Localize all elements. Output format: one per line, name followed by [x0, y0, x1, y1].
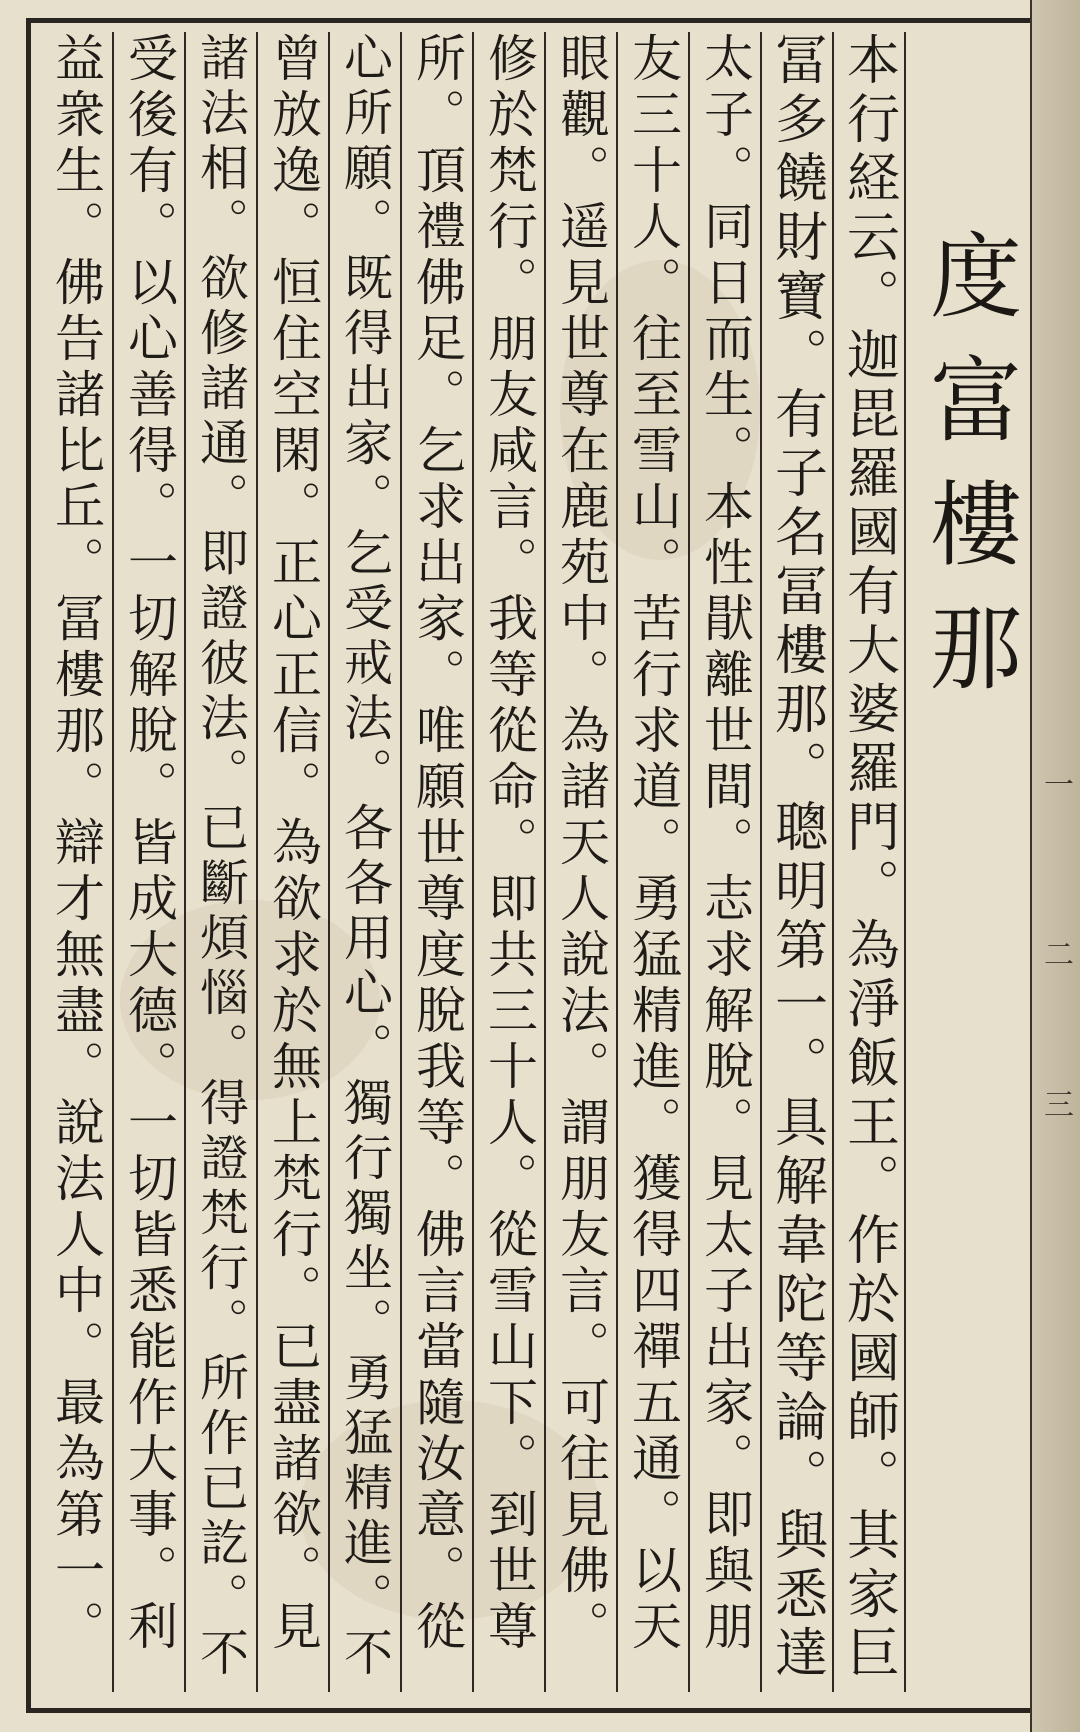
- title-column: [904, 32, 1032, 1692]
- edge-mark: 一: [1044, 768, 1074, 803]
- column-text: 受後有。以心善得。一切解脫。皆成大德。一切皆悉能作大事。利: [120, 32, 178, 1656]
- text-column-6: [474, 32, 546, 1692]
- column-text: 冨多饒財寶。有子名冨樓那。聰明第一。具解韋陀等論。與悉達: [766, 32, 828, 1684]
- text-column-8: [330, 32, 402, 1692]
- text-column-4: [618, 32, 690, 1692]
- column-text: 曾放逸。恒住空閑。正心正信。為欲求於無上梵行。已盡諸欲。見: [264, 32, 322, 1656]
- text-column-7: [402, 32, 474, 1692]
- column-text: 修於梵行。朋友咸言。我等從命。即共三十人。從雪山下。到世尊: [480, 32, 538, 1656]
- text-column-12: [40, 32, 114, 1692]
- text-column-2: [762, 32, 834, 1692]
- column-text: 益衆生。佛告諸比丘。冨樓那。辯才無盡。說法人中。最為第一。: [47, 32, 105, 1656]
- page-title: 度富樓那: [915, 228, 1022, 724]
- column-text: 太子。同日而生。本性猒離世間。志求解脫。見太子出家。即與朋: [696, 32, 754, 1656]
- text-column-1: [834, 32, 906, 1692]
- column-text: 友三十人。往至雪山。苦行求道。勇猛精進。獲得四禪五通。以天: [624, 32, 682, 1656]
- text-column-5: [546, 32, 618, 1692]
- text-column-10: [186, 32, 258, 1692]
- page-edge: [1030, 0, 1080, 1732]
- text-column-3: [690, 32, 762, 1692]
- text-column-11: [114, 32, 186, 1692]
- column-text: 諸法相。欲修諸通。即證彼法。已斷煩惱。得證梵行。所作已訖。不: [192, 32, 250, 1682]
- text-column-9: [258, 32, 330, 1692]
- column-text: 眼觀。遥見世尊在鹿苑中。為諸天人說法。謂朋友言。可往見佛。: [552, 32, 610, 1656]
- column-text: 所。頂禮佛足。乞求出家。唯願世尊度脫我等。佛言當隨汝意。從: [408, 32, 466, 1656]
- column-text: 本行経云。迦毘羅國有大婆羅門。為淨飯王。作於國師。其家巨: [838, 32, 900, 1684]
- column-text: 心所願。既得出家。乞受戒法。各各用心。獨行獨坐。勇猛精進。不: [336, 32, 394, 1682]
- edge-mark: 三: [1044, 1088, 1074, 1123]
- edge-mark: 二: [1044, 938, 1074, 973]
